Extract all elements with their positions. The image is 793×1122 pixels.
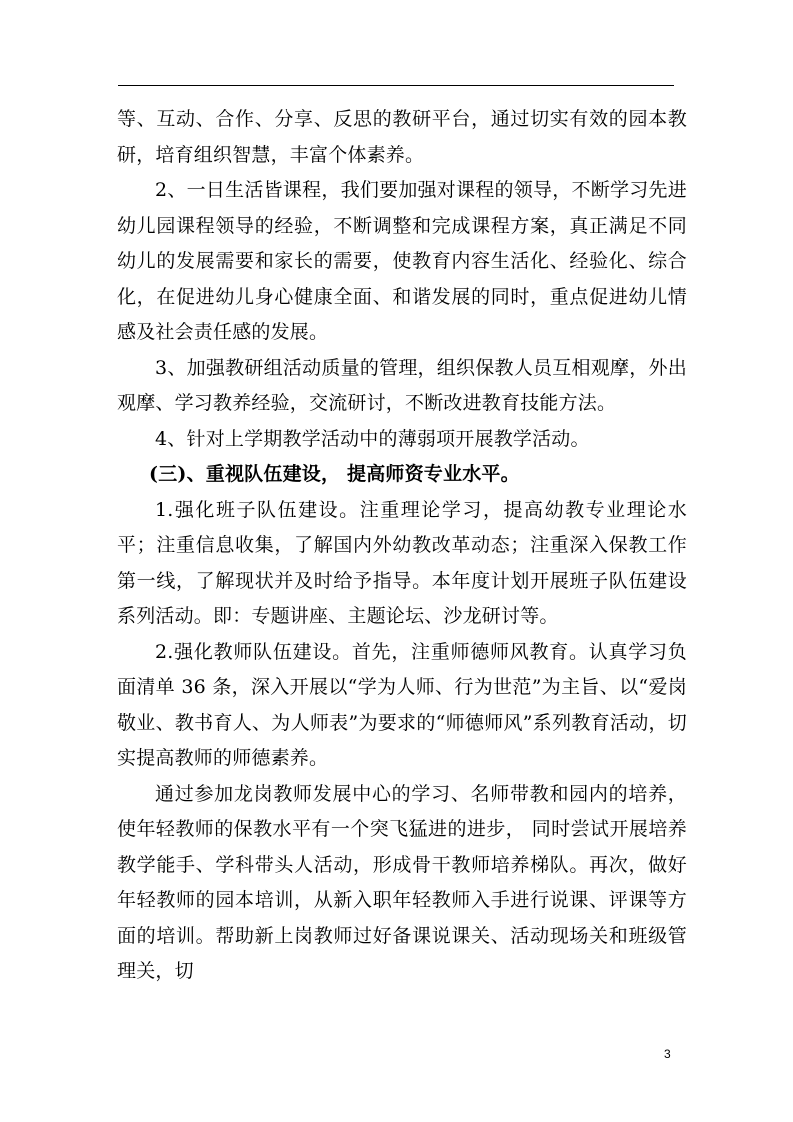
paragraph-teacher-team: 2.强化教师队伍建设。首先，注重师德师风教育。认真学习负面清单 36 条，深入开展以“学为人师、行为世范”为主旨、以“爱岗敬业、教书育人、为人师表”为要求的“师德师风”系列教育活动，切实提高教师的师德素养。 bbox=[117, 640, 687, 769]
paragraph-item-4: 4、针对上学期教学活动中的薄弱项开展教学活动。 bbox=[155, 427, 590, 450]
paragraph-continuation: 等、互动、合作、分享、反思的教研平台，通过切实有效的园本教研，培育组织智慧，丰富个体素养。 bbox=[117, 108, 687, 166]
paragraph-item-2: 2、一日生活皆课程，我们要加强对课程的领导，不断学习先进幼儿园课程领导的经验，不断调整和完成课程方案，真正满足不同幼儿的发展需要和家长的需要，使教育内容生活化、经验化、综合化，在促进幼儿身心健康全面、和谐发展的同时，重点促进幼儿情感及社会责任感的发展。 bbox=[117, 179, 687, 343]
paragraph-item-3: 3、加强教研组活动质量的管理，组织保教人员互相观摩，外出观摩、学习教养经验，交流研讨，不断改进教育技能方法。 bbox=[117, 356, 687, 414]
page-number: 3 bbox=[664, 1047, 671, 1061]
paragraph-leadership-team: 1.强化班子队伍建设。注重理论学习，提高幼教专业理论水平；注重信息收集，了解国内外幼教改革动态；注重深入保教工作第一线，了解现状并及时给予指导。本年度计划开展班子队伍建设系列活动。即：专题讲座、主题论坛、沙龙研讨等。 bbox=[117, 498, 687, 627]
header-rule bbox=[118, 85, 674, 86]
paragraph-training: 通过参加龙岗教师发展中心的学习、名师带教和园内的培养，使年轻教师的保教水平有一个突飞猛进的进步， 同时尝试开展培养教学能手、学科带头人活动，形成骨干教师培养梯队。再次，做好年轻教师的园本培训，从新入职年轻教师入手进行说课、评课等方面的培训。帮助新上岗教师过好备课说课关、活动现场关和班级管理关，切 bbox=[117, 782, 687, 982]
document-body bbox=[117, 102, 687, 990]
section-heading: (三)、重视队伍建设， 提高师资专业水平。 bbox=[149, 463, 520, 485]
